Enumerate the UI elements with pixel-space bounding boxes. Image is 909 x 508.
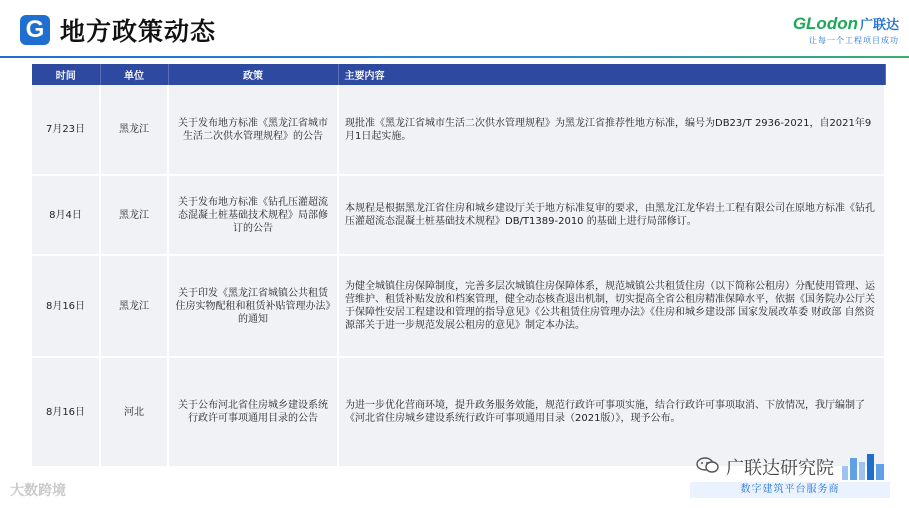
table-row (32, 175, 885, 255)
cell-unit: 黑龙江 (100, 255, 168, 357)
cell-content: 本规程是根据黑龙江省住房和城乡建设厅关于地方标准复审的要求，由黑龙江龙华岩土工程有限公司在原地方标准《钻孔压灌超流态混凝土桩基础技术规程》DB/T1389-2010 的基础上进行局部修订。 (338, 175, 885, 255)
table-row (32, 255, 885, 357)
research-badge (690, 450, 890, 500)
cell-policy: 关于公布河北省住房城乡建设系统行政许可事项通用目录的公告 (168, 357, 338, 467)
app-logo-icon: G (20, 15, 50, 45)
table-row (32, 85, 885, 175)
cell-unit: 黑龙江 (100, 85, 168, 175)
cell-date: 8月16日 (32, 255, 100, 357)
header-policy: 政策 (168, 64, 338, 85)
watermark-text: 大数跨境 (10, 483, 66, 499)
research-name: 广联达研究院 (726, 458, 834, 479)
brand-slogan: 让每一个工程项目成功 (809, 36, 899, 45)
cell-content: 现批准《黑龙江省城市生活二次供水管理规程》为黑龙江省推荐性地方标准，编号为DB23/T 2936-2021，自2021年9月1日起实施。 (338, 85, 885, 175)
cell-policy: 关于印发《黑龙江省城镇公共租赁住房实物配租和租赁补贴管理办法》的通知 (168, 255, 338, 357)
title-divider (0, 56, 909, 58)
brand-name-cn: 广联达 (859, 17, 899, 32)
cell-unit: 黑龙江 (100, 175, 168, 255)
city-skyline-icon (840, 450, 888, 480)
cell-date: 7月23日 (32, 85, 100, 175)
brand-logo (793, 14, 899, 46)
policy-table (32, 64, 886, 468)
cell-content: 为健全城镇住房保障制度，完善多层次城镇住房保障体系，规范城镇公共租赁住房（以下简称公租房）分配使用管理、运营维护、租赁补贴发放和档案管理，健全动态核查退出机制，切实提高全省公租房精准保障水平，依据《国务院办公厅关于保障性安居工程建设和管理的指导意见》《公共租赁住房管理办法》《住房和城乡建设部 国家发展改革委 财政部 自然资源部关于进一步规范发展公租房的意见》制定本办法。 (338, 255, 885, 357)
cell-policy: 关于发布地方标准《黑龙江省城市生活二次供水管理规程》的公告 (168, 85, 338, 175)
title-bar (0, 0, 909, 58)
page-title: 地方政策动态 (60, 17, 217, 46)
header-content: 主要内容 (338, 64, 885, 85)
research-subtitle: 数字建筑平台服务商 (690, 482, 890, 498)
cell-unit: 河北 (100, 357, 168, 467)
header-date: 时间 (32, 64, 100, 85)
brand-name (793, 14, 899, 34)
cell-policy: 关于发布地方标准《钻孔压灌超流态混凝土桩基础技术规程》局部修订的公告 (168, 175, 338, 255)
cell-date: 8月16日 (32, 357, 100, 467)
brand-name-en: GLodon (792, 14, 858, 33)
cell-date: 8月4日 (32, 175, 100, 255)
cell-content: 为进一步优化营商环境，提升政务服务效能，规范行政许可事项实施，结合行政许可事项取消、下放情况，我厅编制了《河北省住房城乡建设系统行政许可事项通用目录（2021版）》，现予公布。 (338, 357, 885, 467)
wechat-icon (696, 456, 720, 474)
header-unit: 单位 (100, 64, 168, 85)
table-header-row (32, 64, 885, 85)
